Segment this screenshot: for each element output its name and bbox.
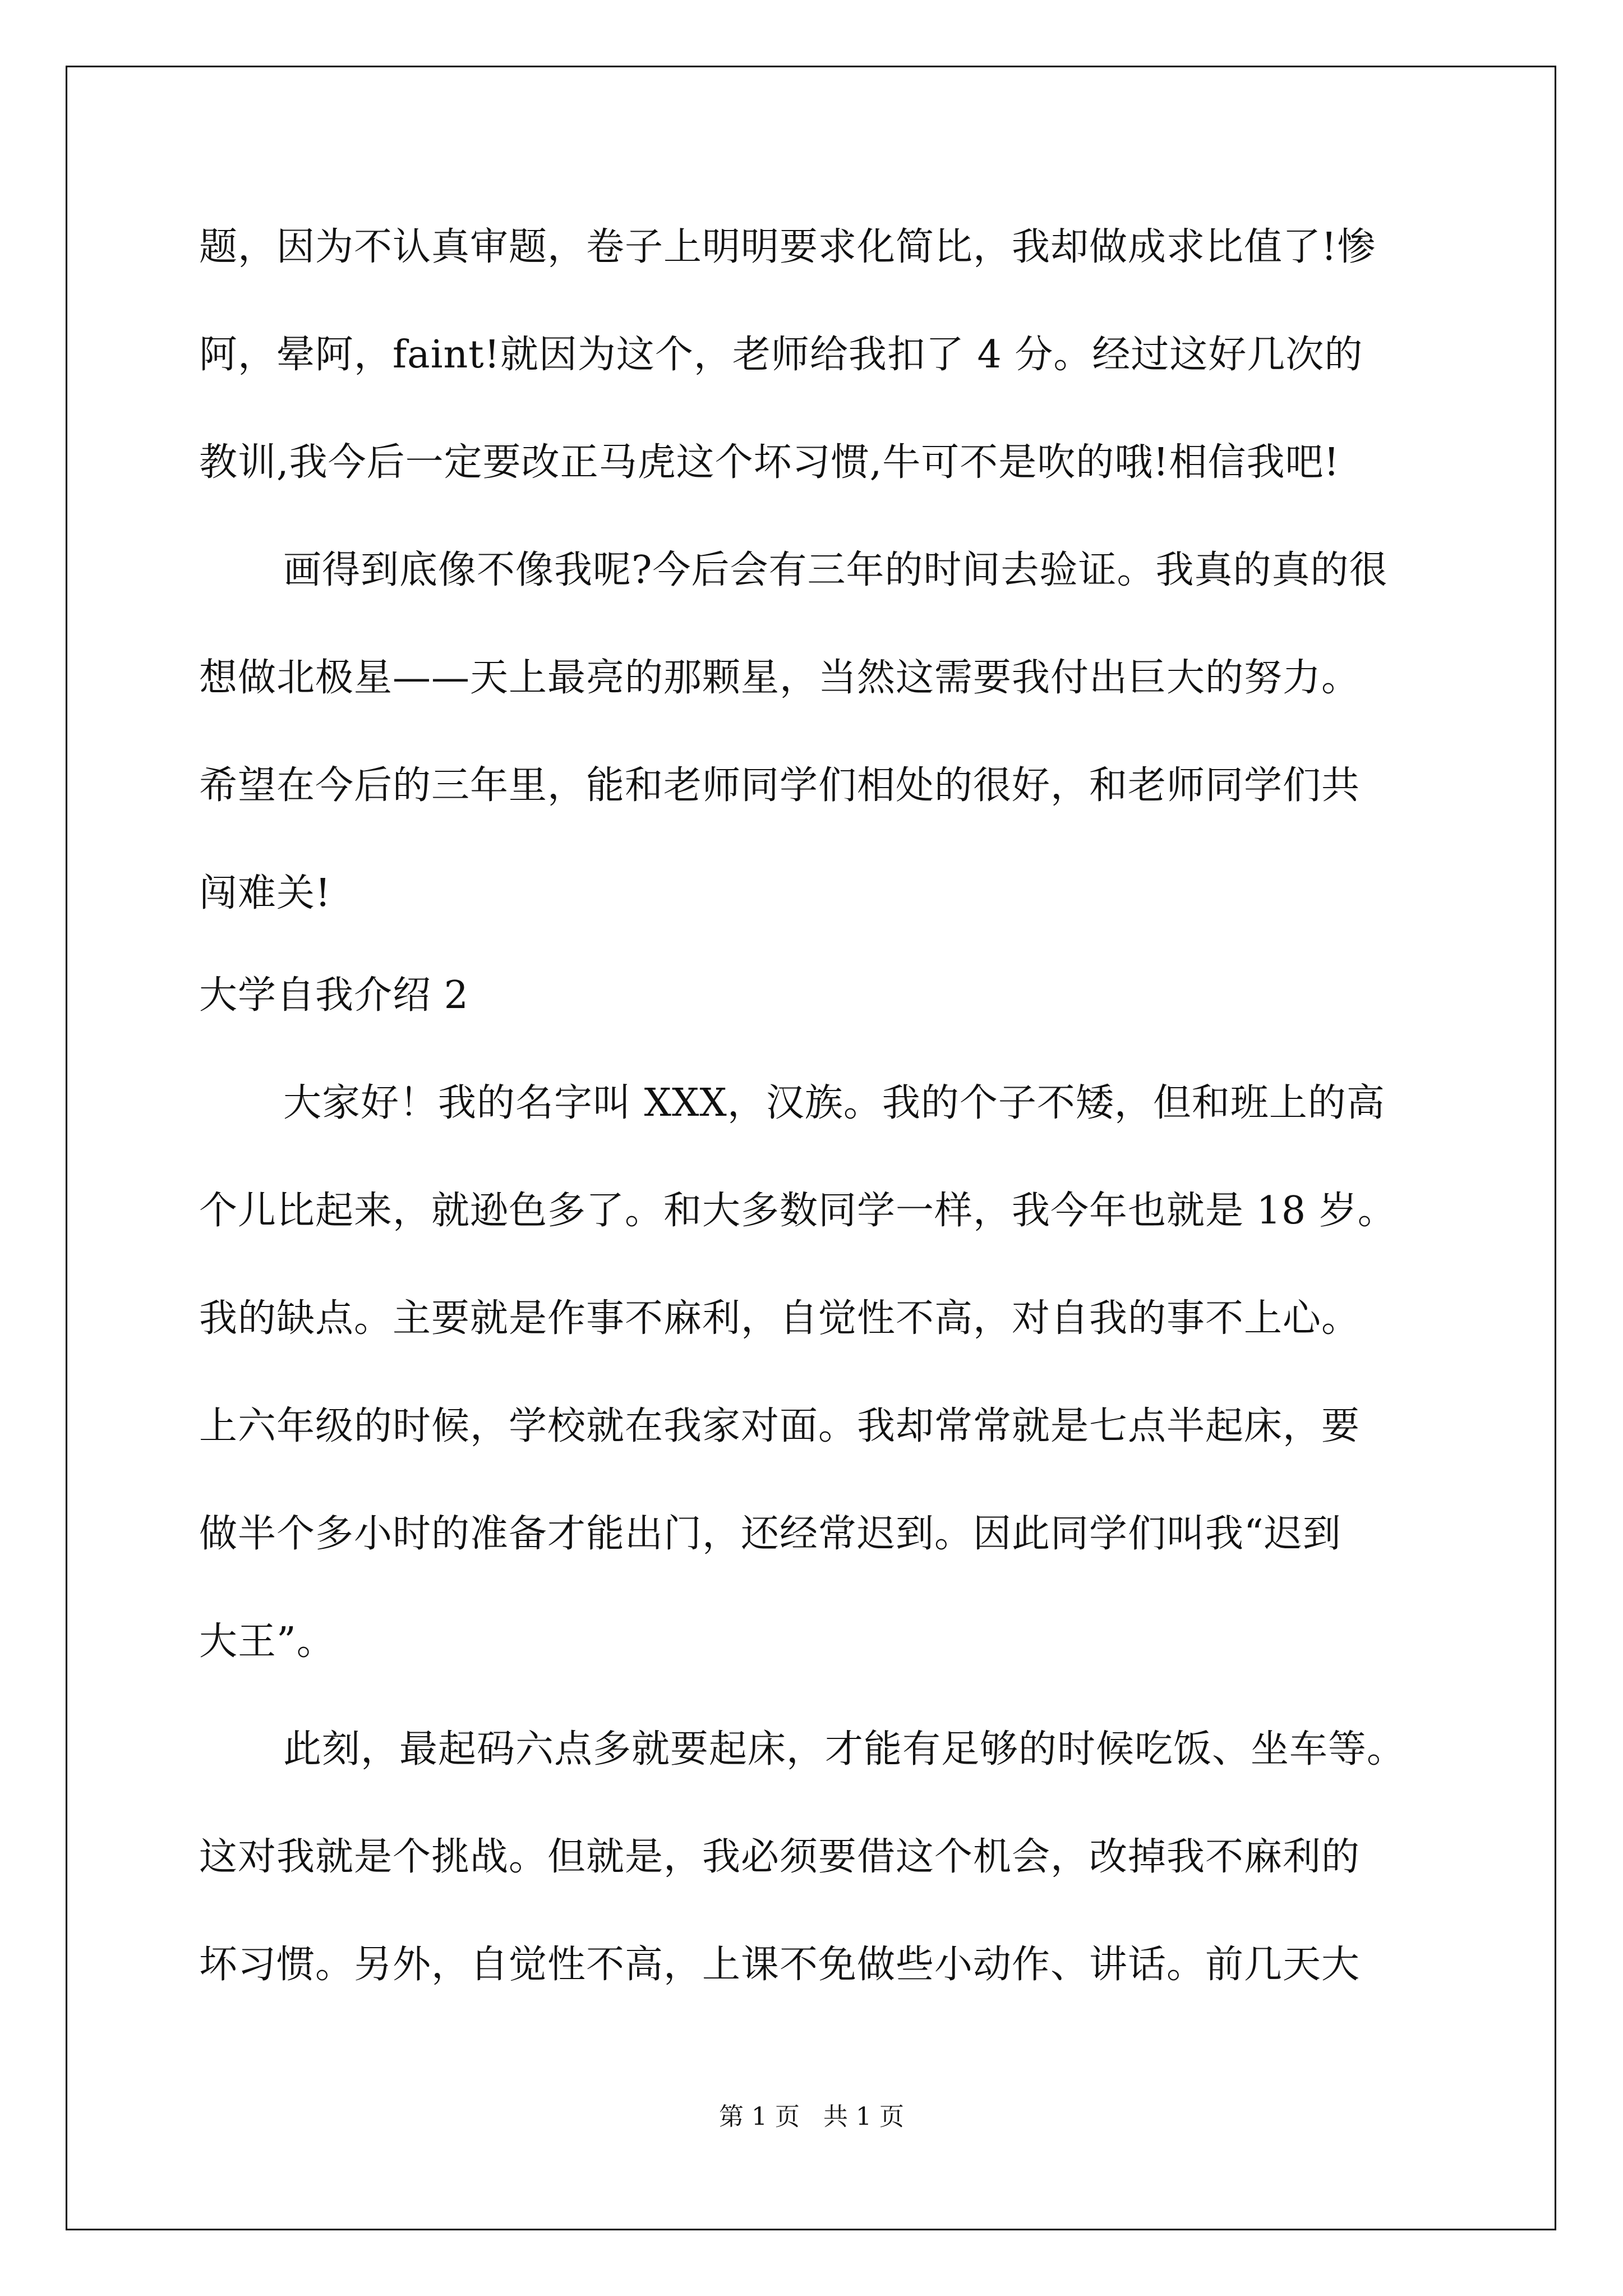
section-heading: 大学自我介绍 2 (199, 973, 469, 1018)
paragraph-line: 坏习惯。另外，自觉性不高，上课不免做些小动作、讲话。前几天大 (199, 1943, 1361, 1987)
paragraph-line: 希望在今后的三年里，能和老师同学们相处的很好，和老师同学们共 (199, 763, 1361, 808)
paragraph-line: 做半个多小时的准备才能出门，还经常迟到。因此同学们叫我“迟到 (199, 1512, 1341, 1556)
paragraph-line: 阿，晕阿，faint!就因为这个，老师给我扣了 4 分。经过这好几次的 (199, 333, 1363, 377)
page-border (66, 66, 1556, 2230)
page-number-footer: 第 1 页 共 1 页 (719, 2102, 904, 2131)
paragraph-line: 上六年级的时候，学校就在我家对面。我却常常就是七点半起床，要 (199, 1404, 1361, 1448)
paragraph-line: 闯难关! (199, 871, 331, 915)
paragraph-line: 大家好！我的名字叫 XXX，汉族。我的个子不矮，但和班上的高 (283, 1081, 1385, 1125)
paragraph-line: 想做北极星——天上最亮的那颗星，当然这需要我付出巨大的努力。 (199, 656, 1361, 700)
paragraph-line: 画得到底像不像我呢?今后会有三年的时间去验证。我真的真的很 (283, 548, 1388, 592)
paragraph-line: 题，因为不认真审题，卷子上明明要求化简比，我却做成求比值了!惨 (199, 225, 1376, 269)
paragraph-line: 我的缺点。主要就是作事不麻利，自觉性不高，对自我的事不上心。 (199, 1296, 1361, 1341)
paragraph-line: 大王”。 (199, 1619, 335, 1664)
paragraph-line: 这对我就是个挑战。但就是，我必须要借这个机会，改掉我不麻利的 (199, 1835, 1361, 1879)
paragraph-line: 个儿比起来，就逊色多了。和大多数同学一样，我今年也就是 18 岁。 (199, 1189, 1396, 1233)
paragraph-line: 教训,我今后一定要改正马虎这个坏习惯,牛可不是吹的哦!相信我吧! (199, 440, 1340, 485)
paragraph-line: 此刻，最起码六点多就要起床，才能有足够的时候吃饭、坐车等。 (283, 1727, 1406, 1772)
